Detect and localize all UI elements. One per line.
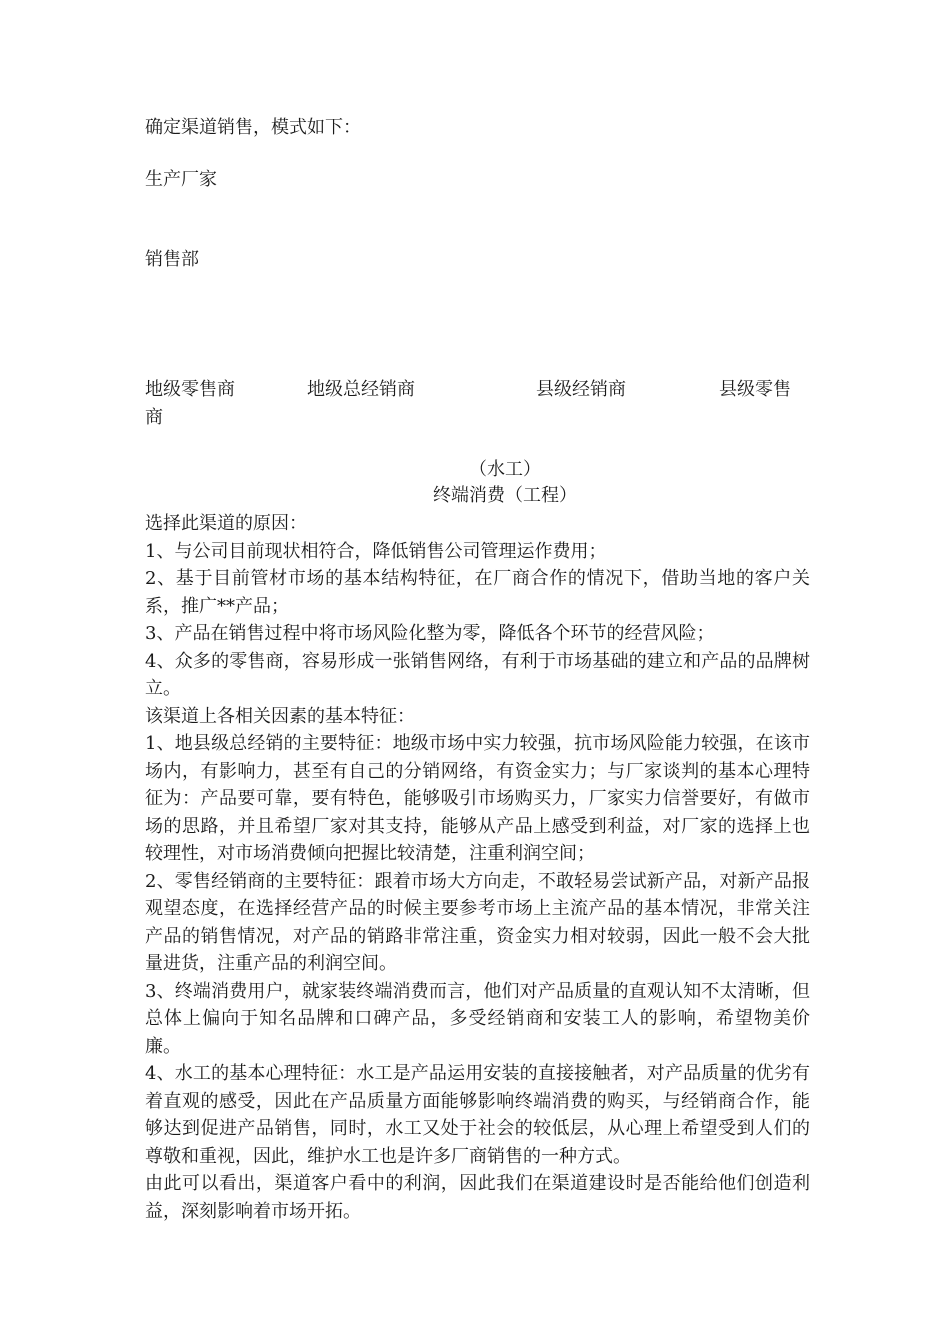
paragraph: 4、水工的基本心理特征：水工是产品运用安装的直接接触者，对产品质量的优劣有着直观的感受，因此在产品质量方面能够影响终端消费的购买，与经销商合作，能够达到促进产品销售，同时，水工又处于社会的较低层，从心理上希望受到人们的尊敬和重视，因此，维护水工也是许多厂商销售的一种方式。 <box>145 1063 810 1167</box>
paragraph: 由此可以看出，渠道客户看中的利润，因此我们在渠道建设时是否能给他们创造利益，深刻影响着市场开拓。 <box>145 1173 810 1222</box>
body-text <box>145 510 810 1225</box>
paragraph: 2、基于目前管材市场的基本结构特征，在厂商合作的情况下，借助当地的客户关系，推广**产品； <box>145 568 810 617</box>
diagram-county-retailer: 县级零售 <box>719 379 791 400</box>
diagram-sales-dept: 销售部 <box>145 249 199 270</box>
paragraph: 该渠道上各相关因素的基本特征： <box>145 705 415 727</box>
paragraph: 4、众多的零售商，容易形成一张销售网络，有利于市场基础的建立和产品的品牌树立。 <box>145 650 810 699</box>
diagram-end-consumer: 终端消费（工程） <box>433 485 577 506</box>
diagram-distributor-row <box>0 376 950 406</box>
paragraph: 1、地县级总经销的主要特征：地级市场中实力较强，抗市场风险能力较强，在该市场内，有影响力，甚至有自己的分销网络，有资金实力；与厂家谈判的基本心理特征为：产品要可靠，要有特色，能够吸引市场购买力，厂家实力信誉要好，有做市场的思路，并且希望厂家对其支持，能够从产品上感受到利益，对厂家的选择上也较理性，对市场消费倾向把握比较清楚，注重利润空间； <box>145 733 810 864</box>
diagram-manufacturer: 生产厂家 <box>145 169 217 190</box>
paragraph: 2、零售经销商的主要特征：跟着市场大方向走，不敢轻易尝试新产品，对新产品报观望态度，在选择经营产品的时候主要参考市场上主流产品的基本情况，非常关注产品的销售情况，对产品的销路非常注重，资金实力相对较弱，因此一般不会大批量进货，注重产品的利润空间。 <box>145 870 810 974</box>
paragraph: 3、终端消费用户，就家装终端消费而言，他们对产品质量的直观认知不太清晰，但总体上偏向于知名品牌和口碑产品，多受经销商和安装工人的影响，希望物美价廉。 <box>145 980 810 1057</box>
diagram-prefecture-distributor: 地级总经销商 <box>307 379 415 400</box>
diagram-prefecture-retailer: 地级零售商 <box>145 379 235 400</box>
diagram-water-worker: （水工） <box>469 459 541 480</box>
diagram-county-retailer-wrap: 商 <box>145 407 163 428</box>
paragraph: 3、产品在销售过程中将市场风险化整为零，降低各个环节的经营风险； <box>145 623 715 644</box>
paragraph: 选择此渠道的原因： <box>145 513 307 534</box>
diagram-county-dealer: 县级经销商 <box>536 379 626 400</box>
intro-line: 确定渠道销售，模式如下： <box>145 117 361 138</box>
paragraph: 1、与公司目前现状相符合，降低销售公司管理运作费用； <box>145 540 607 562</box>
